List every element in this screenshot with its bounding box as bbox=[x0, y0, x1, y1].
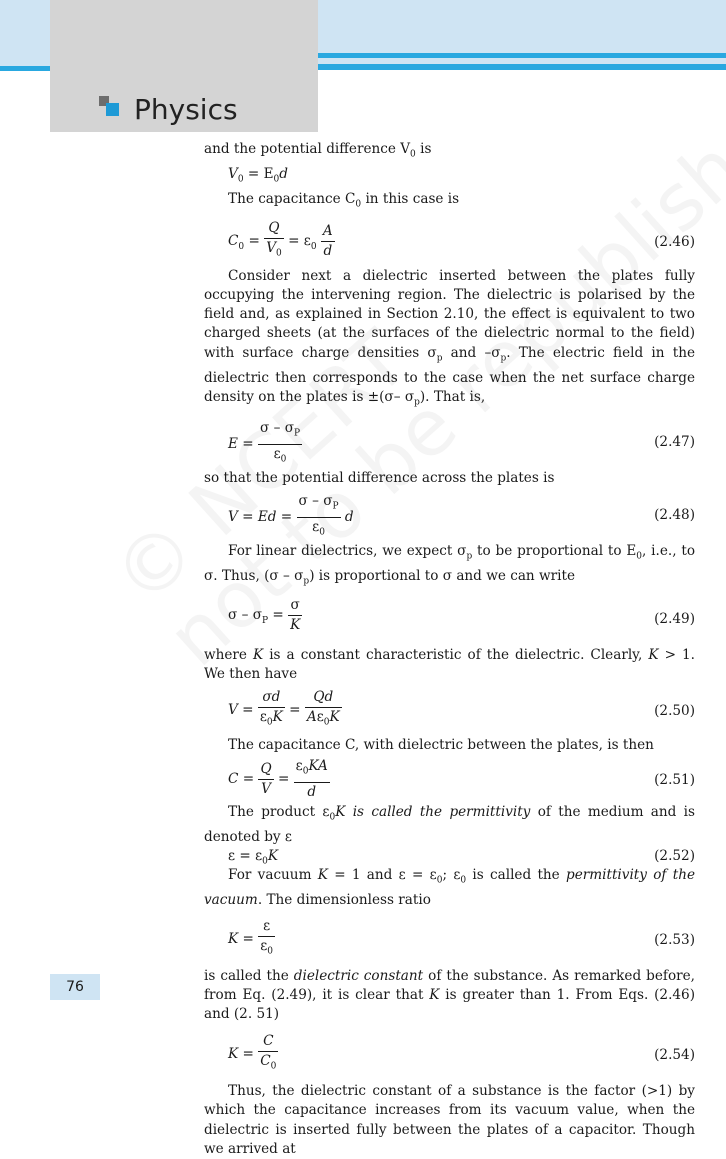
equation-number: (2.50) bbox=[654, 703, 695, 720]
equation-number: (2.47) bbox=[654, 433, 695, 450]
paragraph: For linear dielectrics, we expect $\sigma_p$ to be proportional to $E_0$, i.e., to σ. Thus, $(\sigma - \sigma_p)$ is proportional to σ and we can write bbox=[204, 542, 695, 587]
equation-number: (2.53) bbox=[654, 931, 695, 948]
equation-2-46: $C_0$ = $\frac{Q}{V_0}$ = $\varepsilon_0$ $\frac{A}{d}$ (2.46) bbox=[228, 219, 695, 259]
paragraph: is called the dielectric constant of the substance. As remarked before, from Eq. (2.49), it is clear that K is greater than 1. From Eqs. (2.46) and (2. 51) bbox=[204, 967, 695, 1022]
equation-2-51: C = $\frac{Q}{V}$ = $\frac{\varepsilon_0KA}{d}$ (2.51) bbox=[228, 758, 695, 801]
paragraph: For vacuum K = 1 and $\varepsilon = \varepsilon_0$; $\varepsilon_0$ is called the permittivity of the vacuum. The dimensionless ratio bbox=[204, 867, 695, 909]
equation-number: (2.46) bbox=[654, 233, 695, 250]
equation-number: (2.48) bbox=[654, 506, 695, 523]
text-line: The capacitance C, with dielectric between the plates, is then bbox=[228, 737, 654, 754]
equation-2-54: K = $\frac{C}{C_0}$ (2.54) bbox=[228, 1033, 695, 1073]
equation-number: (2.54) bbox=[654, 1047, 695, 1064]
paragraph: The product $\varepsilon_0K$ is called the permittivity of the medium and is denoted by ε bbox=[204, 804, 696, 846]
equation-2-52: $\varepsilon = \varepsilon_0K$ (2.52) bbox=[228, 848, 695, 868]
equation-v0: $V_0 = E_0d$ bbox=[228, 165, 288, 185]
header-stripe bbox=[318, 53, 726, 58]
paragraph: Thus, the dielectric constant of a substance is the factor (>1) by which the capacitance increases from its vacuum value, when the dielectric is inserted fully between the plates of a capacitor. Though we arrived at bbox=[204, 1083, 695, 1157]
subject-title: Physics bbox=[134, 93, 238, 126]
equation-number: (2.49) bbox=[654, 610, 695, 627]
equation-2-50: V = $\frac{\sigma d}{\varepsilon_0K}$ = $\frac{Qd}{A\varepsilon_0K}$ (2.50) bbox=[228, 689, 695, 728]
equation-2-48: V = Ed = $\frac{\sigma - \sigma_P}{\varepsilon_0}$ d (2.48) bbox=[228, 492, 695, 538]
text-line: The capacitance $C_0$ in this case is bbox=[228, 190, 460, 210]
equation-2-53: K = $\frac{\varepsilon}{\varepsilon_0}$ (2.53) bbox=[228, 917, 695, 957]
header-stripe bbox=[0, 66, 50, 71]
header-stripe bbox=[318, 64, 726, 70]
paragraph: Consider next a dielectric inserted between the plates fully occupying the intervening region. The dielectric is polarised by the field and, as explained in Section 2.10, the effect is equivalent to two charged sheets (at the surfaces of the dielectric normal to the field) with surface charge densities $\sigma_p$ and $-\sigma_p$. The electric field in the dielectric then corresponds to the case when the net surface charge density on the plates is ±(σ– $\sigma_p$). That is, bbox=[204, 267, 695, 408]
equation-number: (2.51) bbox=[654, 772, 695, 789]
page-body bbox=[204, 140, 695, 1159]
text-line: and the potential difference $V_0$ is bbox=[204, 141, 432, 160]
logo-square-icon bbox=[106, 103, 119, 116]
equation-number: (2.52) bbox=[654, 848, 695, 865]
equation-2-49: σ – $\sigma_P$ = $\frac{\sigma}{K}$ (2.49) bbox=[228, 596, 695, 633]
equation-2-47: E = $\frac{\sigma - \sigma_P}{\varepsilon_0}$ (2.47) bbox=[228, 419, 695, 465]
paragraph: where K is a constant characteristic of the dielectric. Clearly, K > 1. We then have bbox=[204, 646, 695, 682]
text-line: so that the potential difference across the plates is bbox=[204, 469, 555, 486]
page-number: 76 bbox=[50, 974, 100, 1000]
